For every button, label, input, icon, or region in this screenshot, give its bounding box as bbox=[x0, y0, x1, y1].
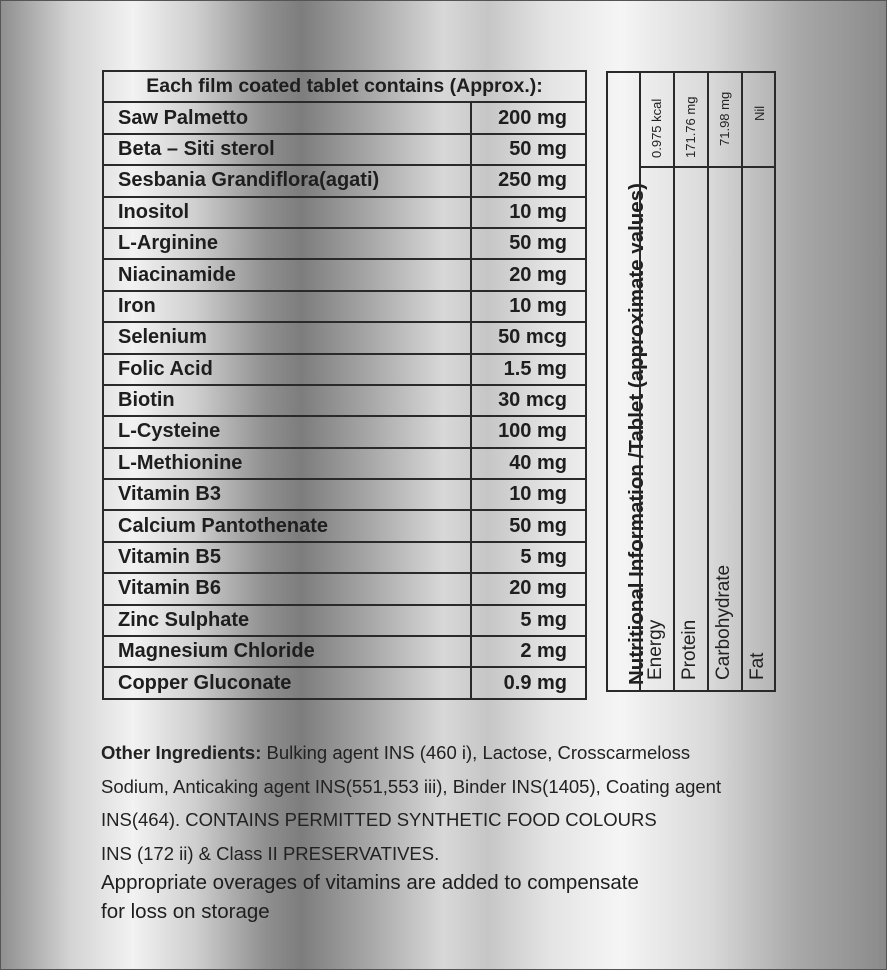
ingredient-amount: 40 mg bbox=[471, 448, 586, 479]
ingredient-name: Biotin bbox=[103, 385, 471, 416]
ingredient-name: Magnesium Chloride bbox=[103, 636, 471, 667]
overage-note bbox=[101, 868, 801, 926]
other-ingredients-line: INS(464). CONTAINS PERMITTED SYNTHETIC FOOD COLOURS bbox=[101, 809, 657, 830]
ingredient-name: Calcium Pantothenate bbox=[103, 510, 471, 541]
ingredient-amount: 50 mg bbox=[471, 510, 586, 541]
ingredient-name: Inositol bbox=[103, 197, 471, 228]
ingredient-name: L-Arginine bbox=[103, 228, 471, 259]
other-ingredients-label: Other Ingredients: bbox=[101, 742, 262, 763]
ingredient-name: Iron bbox=[103, 291, 471, 322]
ingredient-row bbox=[103, 416, 586, 447]
ingredient-row bbox=[103, 102, 586, 133]
ingredient-row bbox=[103, 385, 586, 416]
nutrition-hdivider bbox=[640, 166, 774, 168]
ingredient-row bbox=[103, 354, 586, 385]
ingredient-name: Zinc Sulphate bbox=[103, 605, 471, 636]
ingredient-amount: 20 mg bbox=[471, 259, 586, 290]
ingredient-amount: 1.5 mg bbox=[471, 354, 586, 385]
ingredient-row bbox=[103, 667, 586, 698]
ingredient-name: L-Cysteine bbox=[103, 416, 471, 447]
ingredient-name: Saw Palmetto bbox=[103, 102, 471, 133]
ingredient-amount: 200 mg bbox=[471, 102, 586, 133]
ingredient-name: Vitamin B6 bbox=[103, 573, 471, 604]
other-ingredients bbox=[101, 736, 861, 870]
ingredient-row bbox=[103, 291, 586, 322]
ingredient-row bbox=[103, 605, 586, 636]
ingredient-amount: 50 mg bbox=[471, 134, 586, 165]
ingredient-row bbox=[103, 228, 586, 259]
ingredient-amount: 10 mg bbox=[471, 291, 586, 322]
ingredient-name: Niacinamide bbox=[103, 259, 471, 290]
ingredient-name: Selenium bbox=[103, 322, 471, 353]
ingredient-row bbox=[103, 165, 586, 196]
nutrition-table bbox=[606, 71, 776, 692]
ingredient-name: Sesbania Grandiflora(agati) bbox=[103, 165, 471, 196]
ingredient-amount: 2 mg bbox=[471, 636, 586, 667]
energy-value: 0.975 kcal bbox=[649, 98, 664, 158]
ingredient-row bbox=[103, 636, 586, 667]
fat-value: Nil bbox=[752, 105, 767, 121]
ingredient-row bbox=[103, 448, 586, 479]
other-ingredients-line: Bulking agent INS (460 i), Lactose, Crosscarmeloss bbox=[266, 742, 691, 763]
ingredient-row bbox=[103, 259, 586, 290]
ingredient-amount: 100 mg bbox=[471, 416, 586, 447]
ingredient-row bbox=[103, 573, 586, 604]
ingredient-row bbox=[103, 542, 586, 573]
ingredient-amount: 30 mcg bbox=[471, 385, 586, 416]
ingredient-row bbox=[103, 510, 586, 541]
protein-value: 171.76 mg bbox=[683, 96, 698, 158]
energy-label: Energy bbox=[645, 619, 666, 680]
ingredient-amount: 5 mg bbox=[471, 542, 586, 573]
nutrition-title: Nutritional Information /Tablet (approximate values) bbox=[625, 183, 648, 685]
other-ingredients-line: INS (172 ii) & Class II PRESERVATIVES. bbox=[101, 842, 440, 864]
ingredient-amount: 50 mcg bbox=[471, 322, 586, 353]
fat-label: Fat bbox=[747, 652, 768, 680]
other-ingredients-line: Sodium, Anticaking agent INS(551,553 iii), Binder INS(1405), Coating agent bbox=[101, 775, 722, 797]
ingredient-amount: 10 mg bbox=[471, 197, 586, 228]
ingredient-name: Copper Gluconate bbox=[103, 667, 471, 698]
ingredients-header: Each film coated tablet contains (Approx.): bbox=[103, 71, 586, 102]
ingredient-name: Vitamin B3 bbox=[103, 479, 471, 510]
ingredient-amount: 250 mg bbox=[471, 165, 586, 196]
overage-note-line: for loss on storage bbox=[101, 900, 270, 923]
overage-note-line: Appropriate overages of vitamins are added to compensate bbox=[101, 871, 639, 894]
ingredient-amount: 0.9 mg bbox=[471, 667, 586, 698]
ingredient-name: Folic Acid bbox=[103, 354, 471, 385]
ingredient-row bbox=[103, 322, 586, 353]
ingredient-row bbox=[103, 134, 586, 165]
ingredient-name: Vitamin B5 bbox=[103, 542, 471, 573]
ingredient-name: L-Methionine bbox=[103, 448, 471, 479]
ingredient-row bbox=[103, 479, 586, 510]
ingredients-table bbox=[102, 70, 587, 700]
ingredient-amount: 5 mg bbox=[471, 605, 586, 636]
ingredient-amount: 50 mg bbox=[471, 228, 586, 259]
ingredient-amount: 10 mg bbox=[471, 479, 586, 510]
protein-label: Protein bbox=[679, 619, 700, 680]
ingredient-name: Beta – Siti sterol bbox=[103, 134, 471, 165]
carbohydrate-value: 71.98 mg bbox=[717, 91, 732, 146]
carbohydrate-label: Carbohydrate bbox=[713, 564, 734, 680]
ingredient-amount: 20 mg bbox=[471, 573, 586, 604]
ingredient-row bbox=[103, 197, 586, 228]
